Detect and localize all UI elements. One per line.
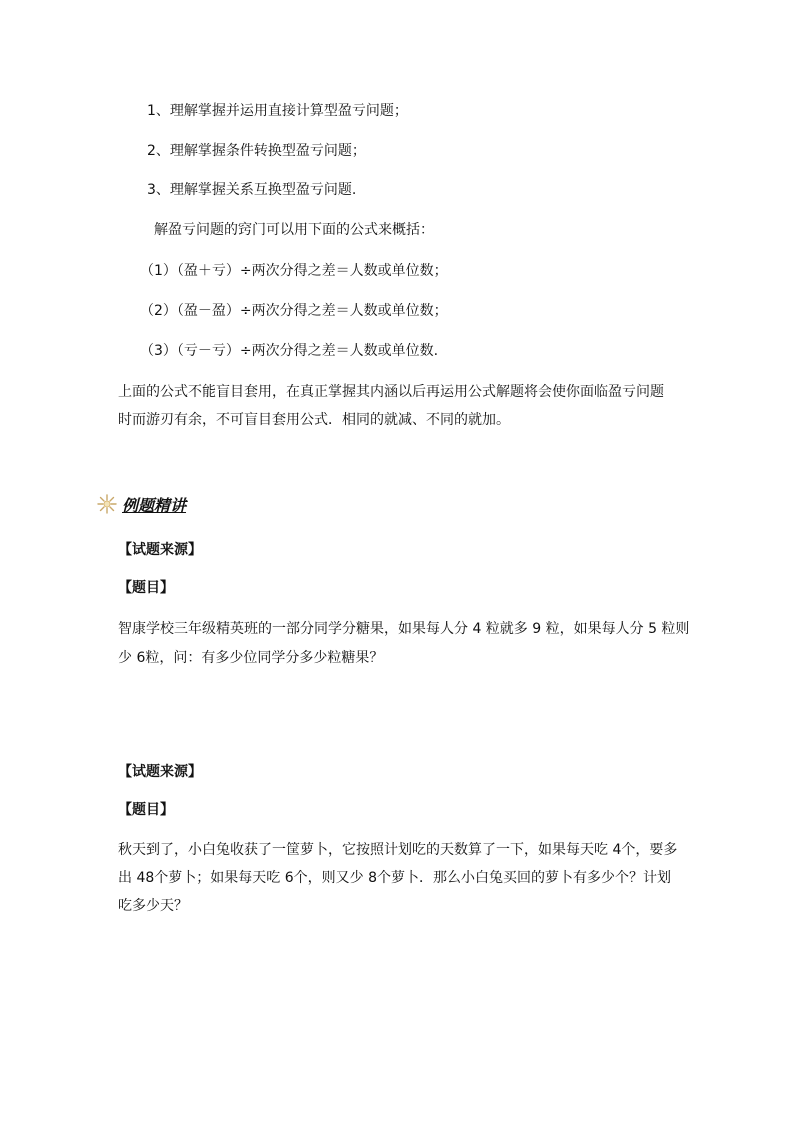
objective-2: 2、理解掌握条件转换型盈亏问题； (147, 143, 366, 159)
sunburst-icon (96, 493, 118, 515)
example-2-question-label: 【题目】 (118, 802, 174, 818)
section-heading (96, 493, 186, 515)
example-2-text-line-2: 出 48个萝卜；如果每天吃 6个，则又少 8个萝卜．那么小白兔买回的萝卜有多少个？计划 (118, 870, 671, 886)
objective-3: 3、理解掌握关系互换型盈亏问题. (147, 182, 357, 198)
example-2-source-label: 【试题来源】 (118, 764, 202, 780)
formula-2: （2）（盈－盈）÷两次分得之差＝人数或单位数； (140, 303, 448, 319)
example-2-text-line-3: 吃多少天？ (118, 898, 188, 914)
example-1-source-label: 【试题来源】 (118, 542, 202, 558)
formula-intro: 解盈亏问题的窍门可以用下面的公式来概括： (154, 222, 434, 238)
note-line-1: 上面的公式不能盲目套用，在真正掌握其内涵以后再运用公式解题将会使你面临盈亏问题 (118, 384, 664, 400)
example-1-question-label: 【题目】 (118, 580, 174, 596)
formula-1: （1）（盈＋亏）÷两次分得之差＝人数或单位数； (140, 263, 448, 279)
note-line-2: 时而游刃有余，不可盲目套用公式．相同的就减、不同的就加。 (118, 412, 510, 428)
objective-1: 1、理解掌握并运用直接计算型盈亏问题； (147, 103, 408, 119)
example-2-text-line-1: 秋天到了，小白兔收获了一筐萝卜，它按照计划吃的天数算了一下，如果每天吃 4个，要多 (118, 842, 678, 858)
example-1-text-line-1: 智康学校三年级精英班的一部分同学分糖果，如果每人分 4 粒就多 9 粒，如果每人分 5 粒则 (118, 621, 690, 637)
example-1-text-line-2: 少 6粒，问：有多少位同学分多少粒糖果？ (118, 650, 384, 666)
formula-3: （3）（亏－亏）÷两次分得之差＝人数或单位数. (140, 343, 439, 359)
section-title: 例题精讲 (122, 495, 187, 515)
